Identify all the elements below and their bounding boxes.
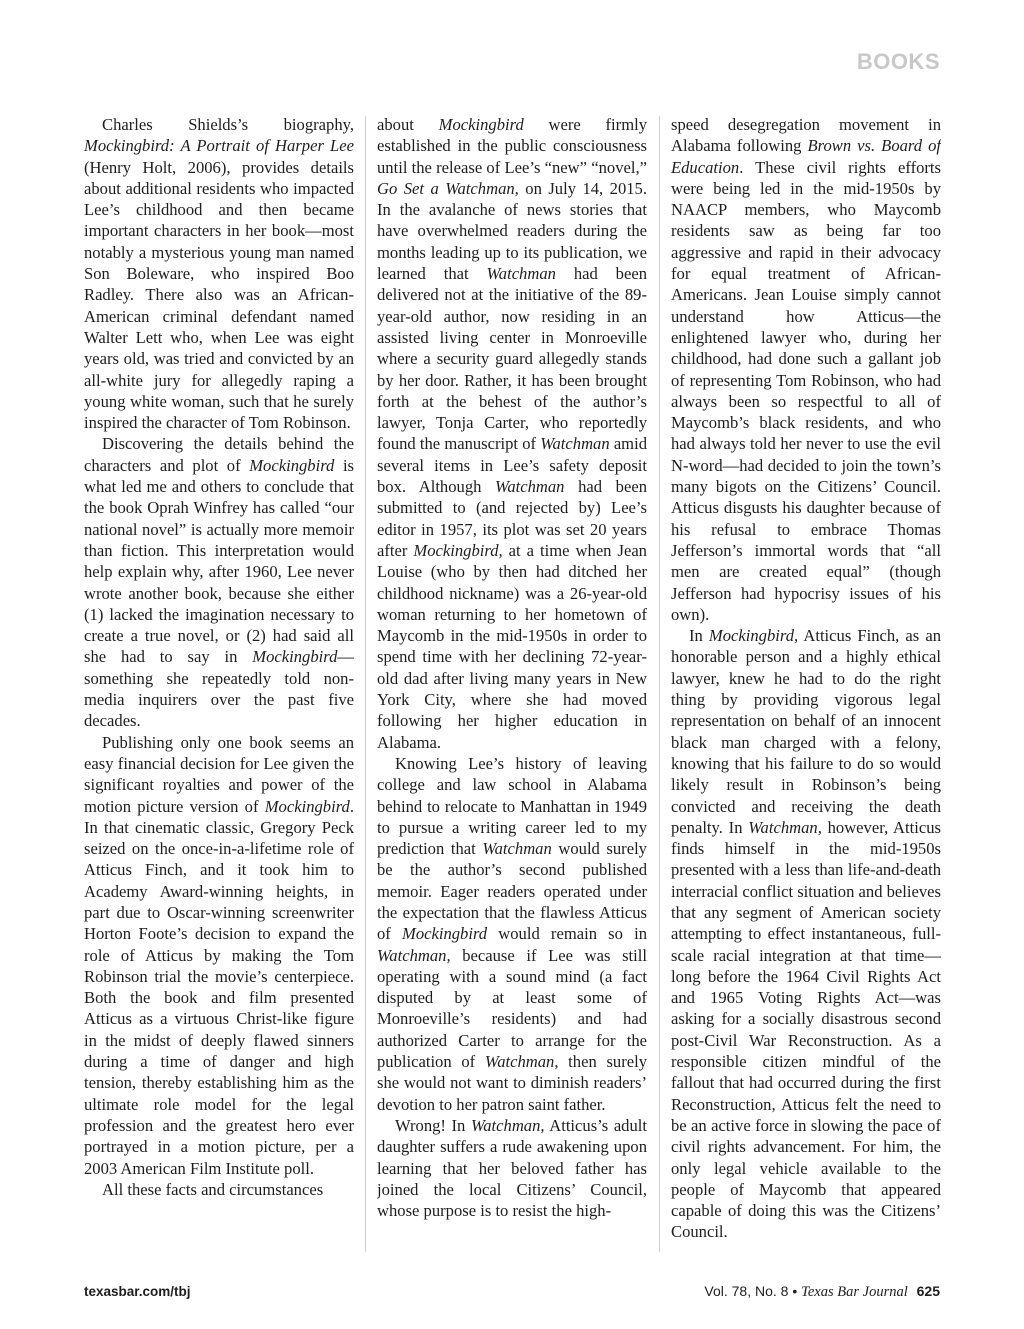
bullet-separator: • (792, 1283, 798, 1299)
text-run: Knowing Lee’s history of leaving college and law school in Alabama behind to relocate to Manhattan in 1949 to pursue a writing career led to my prediction that (377, 753, 647, 859)
page-number: 625 (916, 1283, 940, 1299)
text-run: had been submitted to (and rejected by) Lee’s editor in 1957, its plot was set 20 years after (377, 477, 647, 560)
column-1 (84, 114, 354, 1260)
italic-title: Watchman, (484, 1052, 559, 1072)
paragraph (671, 625, 941, 1243)
text-run: then surely she would not want to diminish readers’ devotion to her patron saint father. (377, 1052, 647, 1114)
text-run: because if Lee was still operating with a sound mind (a fact disputed by at least some of Monroeville’s residents) and had authorized Carter to arrange for the publication of (377, 945, 647, 1072)
text-run: would remain so in (487, 924, 647, 944)
paragraph (84, 1179, 354, 1200)
italic-title: Go Set a Watchman, (377, 178, 519, 198)
text-run: at a time when Jean Louise (who by then had ditched her childhood nickname) was a 26-year-old woman returning to her hometown of Maycomb in the mid-1950s in order to spend time with her declining 72-year-old dad after living many years in New York City, where she had moved following her higher education in Alabama. (377, 540, 647, 752)
text-run: . In that cinematic classic, Gregory Peck seized on the once-in-a-lifetime role of Atticus Finch, and it took him to Academy Award-winning heights, in part due to Oscar-winning screenwriter Horton Foote’s decision to expand the role of Atticus by making the Tom Robinson trial the movie’s centerpiece. Both the book and film presented Atticus as a virtuous Christ-like figure in the midst of deeply flawed sinners during a time of danger and high tension, thereby establishing him as the ultimate role model for the legal profession and the greatest hero ever portrayed in a motion picture, per a 2003 American Film Institute poll. (84, 796, 354, 1178)
section-label: BOOKS (856, 49, 940, 74)
italic-title: Mockingbird (402, 924, 488, 944)
footer-url[interactable]: texasbar.com/tbj (84, 1284, 191, 1299)
paragraph (84, 114, 354, 433)
italic-title: Mockingbird: A Portrait of Harper Lee (84, 136, 354, 156)
text-run: In (689, 626, 709, 646)
italic-title: Watchman (540, 434, 610, 454)
text-run: were firmly established in the public consciousness until the release of Lee’s “new” “novel,” (377, 115, 647, 177)
paragraph (671, 114, 941, 625)
text-run: had been delivered not at the initiative of the 89-year-old author, now residing in an assisted living center in Monroeville where a security guard allegedly stands by her door. Rather, it has been brought forth at the behest of the author’s lawyer, Tonja Carter, who reportedly found the manuscript of (377, 264, 647, 454)
text-run: however, Atticus finds himself in the mid-1950s presented with a less than life-and-death interracial conflict situation and believes that any segment of American society attempting to effect instantaneous, full-scale racial integration at that time—long before the 1964 Civil Rights Act and 1965 Voting Rights Act—was asking for a socially disastrous second post-Civil War Reconstruction. As a responsible citizen mindful of the fallout that had occurred during the first Reconstruction, Atticus felt the need to be an active force in slowing the pace of civil rights advancement. For him, the only legal vehicle available to the people of Maycomb that appeared capable of doing this was the Citizens’ Council. (671, 817, 941, 1242)
text-run: speed desegregation movement in Alabama following (671, 115, 941, 156)
text-run: on July 14, 2015. In the avalanche of news stories that have overwhelmed readers during the months leading up to its publication, we learned that (377, 178, 647, 284)
text-run: Atticus’s adult daughter suffers a rude awakening upon learning that her beloved father has joined the local Citizens’ Council, whose purpose is to resist the high- (377, 1115, 647, 1221)
text-run: Charles Shields’s biography, (102, 115, 354, 134)
text-run: (Henry Holt, 2006), provides details about additional residents who impacted Lee’s childhood and then became important characters in her book—most notably a mysterious young man named Son Boleware, who inspired Boo Radley. There also was an African-American criminal defendant named Walter Lett who, when Lee was eight years old, was tried and convicted by an all-white jury for allegedly raping a young white woman, such that he surely inspired the character of Tom Robinson. (84, 157, 354, 433)
text-run: . These civil rights efforts were being led in the mid-1950s by NAACP members, who Maycomb residents saw as being far too aggressive and rapid in their advocacy for equal treatment of African-Americans. Jean Louise simply cannot understand how Atticus—the enlightened lawyer who, during her childhood, had done such a gallant job of representing Tom Robinson, who had always been so respectful to all of Maycomb’s black residents, and who had always told her never to use the evil N-word—had decided to join the town’s many bigots on the Citizens’ Council. Atticus disgusts his daughter because of his refusal to embrace Thomas Jefferson’s immortal words that “all men are created equal” (though Jefferson had hypocrisy issues of his own). (671, 157, 941, 624)
italic-title: Watchman, (748, 817, 822, 837)
paragraph (377, 114, 647, 753)
article-body (84, 114, 940, 1260)
italic-title: Mockingbird (264, 796, 350, 816)
footer-publication-info (704, 1283, 940, 1301)
italic-title: Watchman (482, 839, 552, 859)
italic-title: Watchman, (470, 1115, 545, 1135)
italic-title: Watchman, (377, 945, 451, 965)
text-run: Publishing only one book seems an easy financial decision for Lee given the significant royalties and power of the motion picture version of (84, 732, 354, 816)
italic-title: Brown vs. Board of Education (671, 136, 941, 177)
text-run: would surely be the author’s second published memoir. Eager readers operated under the expectation that the flawless Atticus of (377, 839, 647, 944)
text-run: Atticus Finch, as an honorable person and a highly ethical lawyer, knew he had to do the right thing by providing vigorous legal representation on behalf of an innocent black man charged with a felony, knowing that his failure to do so would likely result in Robinson’s being convicted and receiving the death penalty. In (671, 626, 941, 837)
text-run: All these facts and circumstances (102, 1179, 324, 1199)
column-divider (659, 116, 660, 1252)
column-2 (377, 114, 647, 1260)
italic-title: Mockingbird, (708, 626, 799, 646)
italic-title: Mockingbird, (413, 540, 503, 560)
column-divider (365, 116, 366, 1252)
text-run: Discovering the details behind the characters and plot of (84, 434, 354, 475)
column-3 (671, 114, 941, 1260)
paragraph (377, 753, 647, 1115)
text-run: is what led me and others to conclude that the book Oprah Winfrey has called “our national novel” is actually more memoir than fiction. This interpretation would help explain why, after 1960, Lee never wrote another book, because she either (1) lacked the imagination necessary to create a true novel, or (2) had said all she had to say in (84, 455, 354, 667)
italic-title: Watchman (486, 264, 556, 284)
text-run: Wrong! In (395, 1115, 471, 1135)
paragraph (377, 1115, 647, 1221)
italic-title: Mockingbird (249, 455, 335, 475)
italic-title: Watchman (495, 477, 565, 497)
paragraph (84, 732, 354, 1179)
journal-name: Texas Bar Journal (801, 1284, 908, 1300)
text-run: about (377, 115, 439, 134)
italic-title: Mockingbird (252, 647, 338, 667)
text-run: —something she repeatedly told non-media inquirers over the past five decades. (84, 647, 354, 731)
paragraph (84, 433, 354, 731)
volume-issue: Vol. 78, No. 8 (704, 1283, 789, 1299)
italic-title: Mockingbird (438, 115, 524, 134)
text-run: amid several items in Lee’s safety deposit box. Although (377, 434, 647, 497)
